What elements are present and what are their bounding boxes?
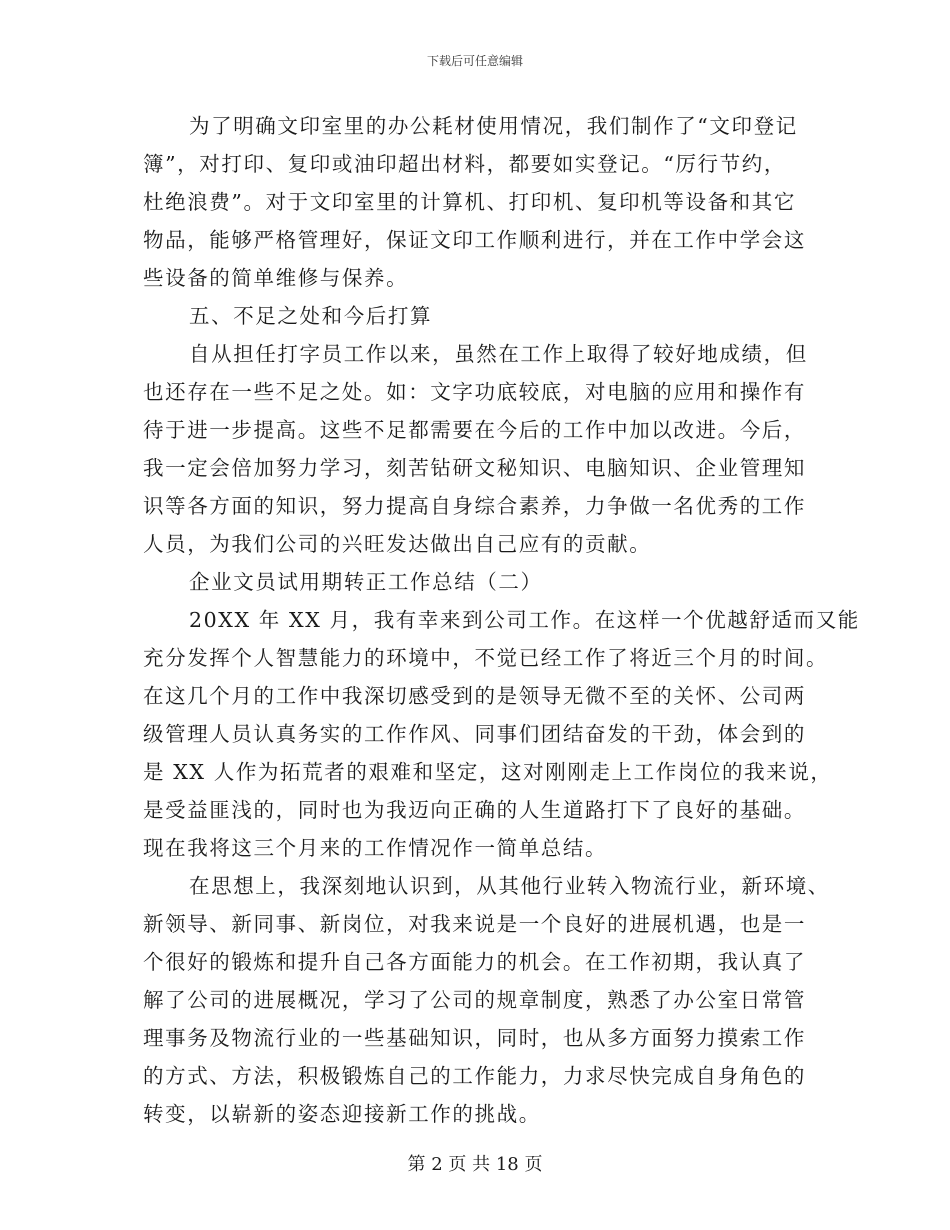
text-line: 解了公司的进展概况，学习了公司的规章制度，熟悉了办公室日常管	[143, 988, 806, 1012]
text-line: 我一定会倍加努力学习，刻苦钻研文秘知识、电脑知识、企业管理知	[143, 456, 806, 480]
section-heading: 企业文员试用期转正工作总结（二）	[189, 570, 543, 594]
page-number-footer: 第 2 页 共 18 页	[407, 1154, 543, 1175]
text-line: 在思想上，我深刻地认识到，从其他行业转入物流行业，新环境、	[189, 874, 830, 898]
text-line: 自从担任打字员工作以来，虽然在工作上取得了较好地成绩，但	[189, 342, 808, 366]
text-line: 识等各方面的知识，努力提高自身综合素养，力争做一名优秀的工作	[143, 494, 806, 518]
text-line: 20XX 年 XX 月，我有幸来到公司工作。在这样一个优越舒适而又能	[189, 608, 860, 632]
text-line: 的方式、方法，积极锻炼自己的工作能力，力求尽快完成自身角色的	[143, 1064, 806, 1088]
text-line: 物品，能够严格管理好，保证文印工作顺利进行，并在工作中学会这	[143, 228, 806, 252]
page-header: 下载后可任意编辑	[426, 54, 523, 68]
text-line: 新领导、新同事、新岗位，对我来说是一个良好的进展机遇，也是一	[143, 912, 806, 936]
text-line: 级管理人员认真务实的工作作风、同事们团结奋发的干劲，体会到的	[143, 722, 806, 746]
text-line: 人员，为我们公司的兴旺发达做出自己应有的贡献。	[143, 532, 652, 556]
text-line: 簿”，对打印、复印或油印超出材料，都要如实登记。“厉行节约，	[143, 152, 786, 176]
text-line: 充分发挥个人智慧能力的环境中，不觉已经工作了将近三个月的时间。	[143, 646, 829, 670]
text-line: 待于进一步提高。这些不足都需要在今后的工作中加以改进。今后，	[143, 418, 806, 442]
text-line: 理事务及物流行业的一些基础知识，同时，也从多方面努力摸索工作	[143, 1026, 806, 1050]
text-line: 个很好的锻炼和提升自己各方面能力的机会。在工作初期，我认真了	[143, 950, 806, 974]
section-heading: 五、不足之处和今后打算	[189, 304, 433, 328]
text-line: 为了明确文印室里的办公耗材使用情况，我们制作了“文印登记	[189, 114, 798, 138]
text-line: 现在我将这三个月来的工作情况作一简单总结。	[143, 836, 608, 860]
text-line: 也还存在一些不足之处。如：文字功底较底，对电脑的应用和操作有	[143, 380, 806, 404]
text-line: 杜绝浪费”。对于文印室里的计算机、打印机、复印机等设备和其它	[143, 190, 796, 214]
document-body	[143, 107, 860, 1133]
text-line: 是 XX 人作为拓荒者的艰难和坚定，这对刚刚走上工作岗位的我来说，	[143, 760, 833, 784]
text-line: 是受益匪浅的，同时也为我迈向正确的人生道路打下了良好的基础。	[143, 798, 806, 822]
text-line: 转变，以崭新的姿态迎接新工作的挑战。	[143, 1102, 541, 1126]
text-line: 些设备的简单维修与保养。	[143, 266, 409, 290]
text-line: 在这几个月的工作中我深切感受到的是领导无微不至的关怀、公司两	[143, 684, 806, 708]
